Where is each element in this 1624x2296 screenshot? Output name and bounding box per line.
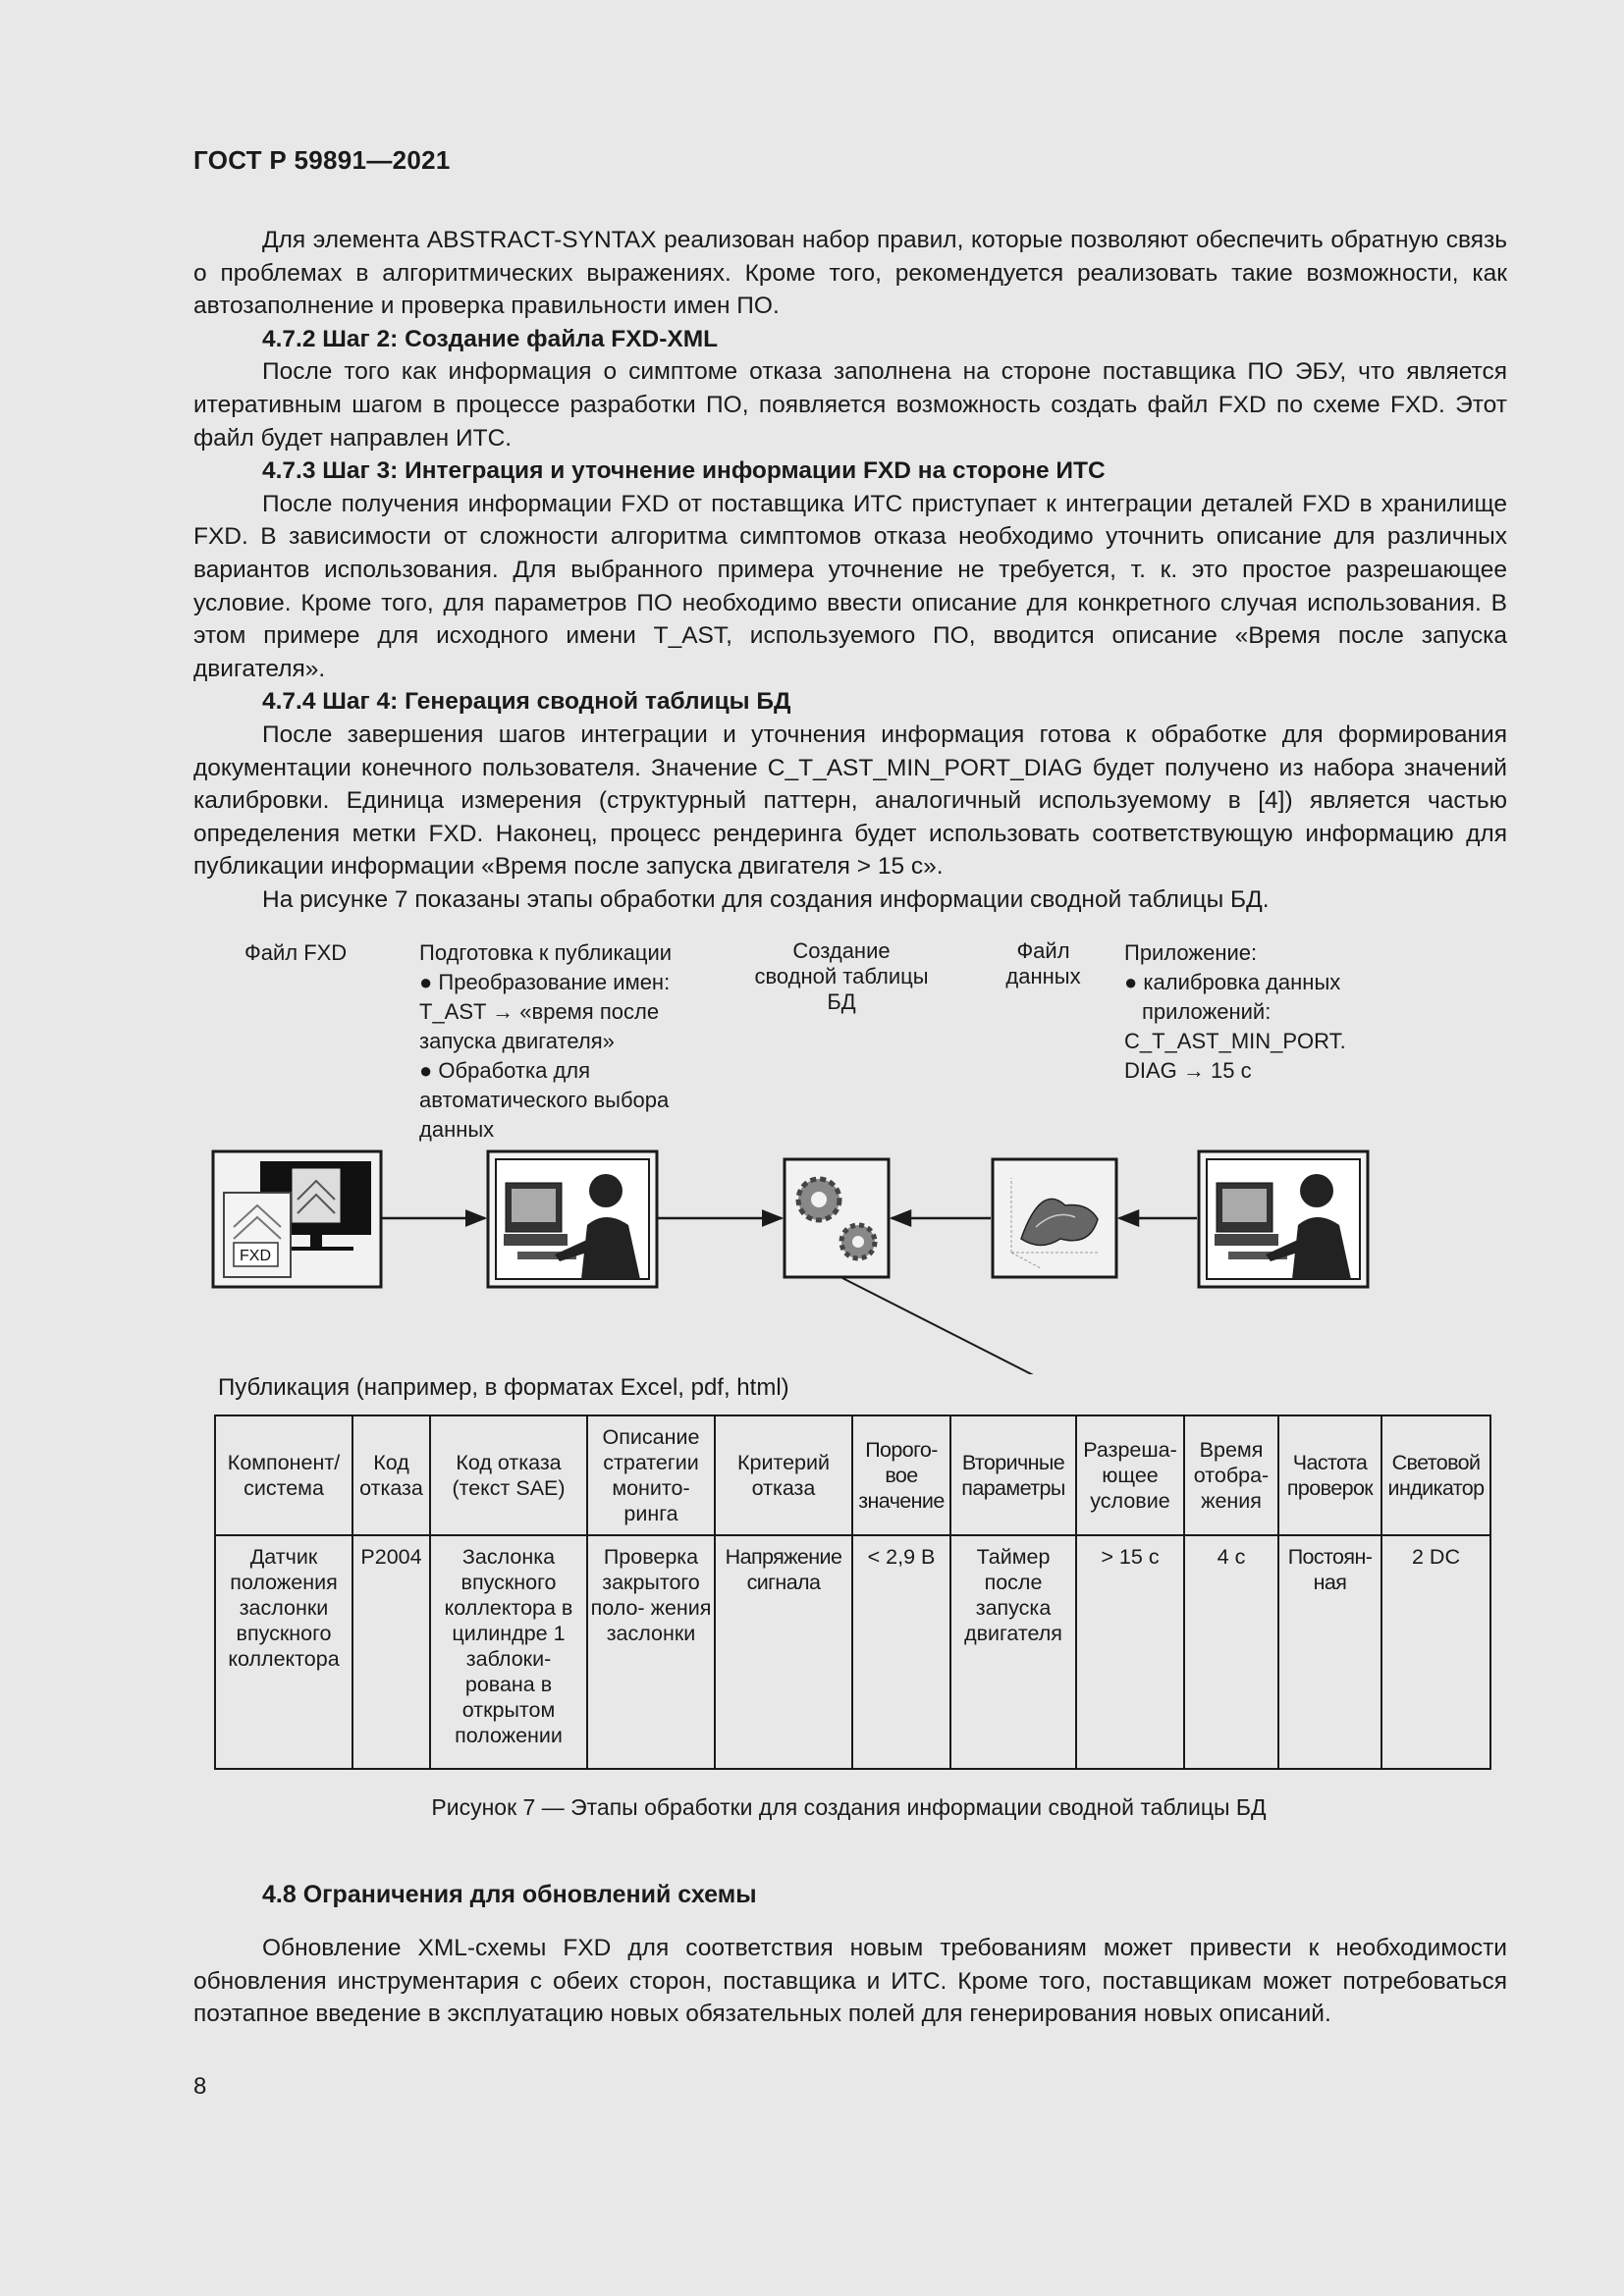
table-header-cell: Код отказа [352,1415,430,1535]
table-header-cell: Компонент/ система [215,1415,352,1535]
body-text-bottom [193,1932,1507,2031]
table-header-cell: Код отказа (текст SAE) [430,1415,587,1535]
table-header-cell: Световой индикатор [1381,1415,1490,1535]
label-line: ● калибровка данных [1124,970,1341,994]
paragraph: После того как информация о симптоме отказа заполнена на стороне поставщика ПО ЭБУ, что является итеративным шагом в процессе разработки ПО, появляется возможность создать файл FXD по схеме FXD. Этот файл будет направлен ИТС. [193,358,1507,452]
table-row [215,1535,1490,1769]
table-cell: Проверка закрытого поло- жения заслонки [587,1535,715,1769]
subsection-heading: 4.7.2 Шаг 2: Создание файла FXD-XML [262,325,719,352]
data-file-icon [993,1159,1116,1277]
table-cell: Датчик положения заслонки впускного коллектора [215,1535,352,1769]
table-header-cell: Описание стратегии монито- ринга [587,1415,715,1535]
label-line: ● Обработка для [419,1058,591,1083]
label-fxd-file: Файл FXD [244,940,348,965]
paragraph: После завершения шагов интеграции и уточнения информация готова к обработке для формирования документации конечного пользователя. Значение C_T_AST_MIN_PORT_DIAG будет получено из набора значений калибровки. Единица измерения (структурный паттерн, аналогичный используемому в [4]) является частью определения метки FXD. Наконец, процесс рендеринга будет использовать соответствующую информацию для публикации информации «Время после запуска двигателя > 15 с». [193,721,1507,881]
label-line: автоматического выбора [419,1088,670,1112]
subsection-heading: 4.7.3 Шаг 3: Интеграция и уточнение информации FXD на стороне ИТС [262,457,1106,485]
table-cell: > 15 с [1076,1535,1184,1769]
publication-title: Публикация (например, в форматах Excel, pdf, html) [218,1374,789,1401]
label-line: данных [1005,964,1081,988]
arrow-to-table [842,1278,1060,1374]
label-line: БД [827,989,856,1014]
subsection-heading: 4.7.4 Шаг 4: Генерация сводной таблицы БД [262,688,791,716]
label-line: ● Преобразование имен: [419,970,671,994]
paragraph: Обновление XML-схемы FXD для соответствия новым требованиям может привести к необходимости обновления инструментария с обеих сторон, поставщика и ИТС. Кроме того, поставщикам может потребоваться поэтапное введение в эксплуатацию новых обязательных полей для генерирования новых описаний. [193,1935,1507,2028]
gears-icon [785,1159,889,1277]
table-cell: Напряжение сигнала [715,1535,852,1769]
label-line: DIAG → 15 с [1124,1058,1252,1083]
table-header-cell: Время отобра- жения [1184,1415,1278,1535]
label-line: данных [419,1117,495,1142]
person-computer-icon [1199,1151,1368,1287]
page-number: 8 [193,2073,207,2100]
table-header-row [215,1415,1490,1535]
table-cell: < 2,9 В [852,1535,950,1769]
label-line: C_T_AST_MIN_PORT. [1124,1029,1346,1053]
paragraph: Для элемента ABSTRACT-SYNTAX реализован набор правил, которые позволяют обеспечить обратную связь о проблемах в алгоритмических выражениях. Кроме того, рекомендуется реализовать такие возможности, как автозаполнение и проверка правильности имен ПО. [193,227,1507,320]
table-cell: Заслонка впускного коллектора в цилиндре 1 заблоки- рована в открытом положении [430,1535,587,1769]
paragraph: После получения информации FXD от поставщика ИТС приступает к интеграции деталей FXD в хранилище FXD. В зависимости от сложности алгоритма симптомов отказа необходимо уточнить описание для различных вариантов использования. Для выбранного примера уточнение не требуется, т. к. это простое разрешающее условие. Кроме того, для параметров ПО необходимо ввести описание для конкретного случая использования. В этом примере для исходного имени T_AST, используемого ПО, вводится описание «Время после запуска двигателя». [193,490,1507,682]
table-cell: 2 DC [1381,1535,1490,1769]
label-line: Приложение: [1124,940,1258,965]
table-cell: 4 с [1184,1535,1278,1769]
table-cell: Постоян- ная [1278,1535,1381,1769]
fxd-file-box [213,1151,381,1287]
table-header-cell: Разреша- ющее условие [1076,1415,1184,1535]
label-line: Файл [1016,938,1070,963]
table-cell: Таймер после запуска двигателя [950,1535,1076,1769]
label-line: запуска двигателя» [419,1029,615,1053]
document-header: ГОСТ Р 59891—2021 [193,145,451,175]
table-cell: P2004 [352,1535,430,1769]
table-header-cell: Порого- вое значение [852,1415,950,1535]
table-header-cell: Вторичные параметры [950,1415,1076,1535]
section-heading: 4.8 Ограничения для обновлений схемы [262,1881,757,1908]
label-line: сводной таблицы [754,964,929,988]
label-line: T_AST → «время после [419,999,660,1024]
fxd-doc-label: FXD [240,1248,271,1264]
label-line: Подготовка к публикации [419,940,673,965]
person-computer-icon [488,1151,657,1287]
table-header-cell: Критерий отказа [715,1415,852,1535]
label-line: приложений: [1142,999,1272,1024]
figure-caption: Рисунок 7 — Этапы обработки для создания информации сводной таблицы БД [431,1794,1267,1820]
label-line: Создание [792,938,891,963]
publication-table [214,1415,1491,1770]
table-header-cell: Частота проверок [1278,1415,1381,1535]
paragraph: На рисунке 7 показаны этапы обработки для создания информации сводной таблицы БД. [262,885,1270,913]
